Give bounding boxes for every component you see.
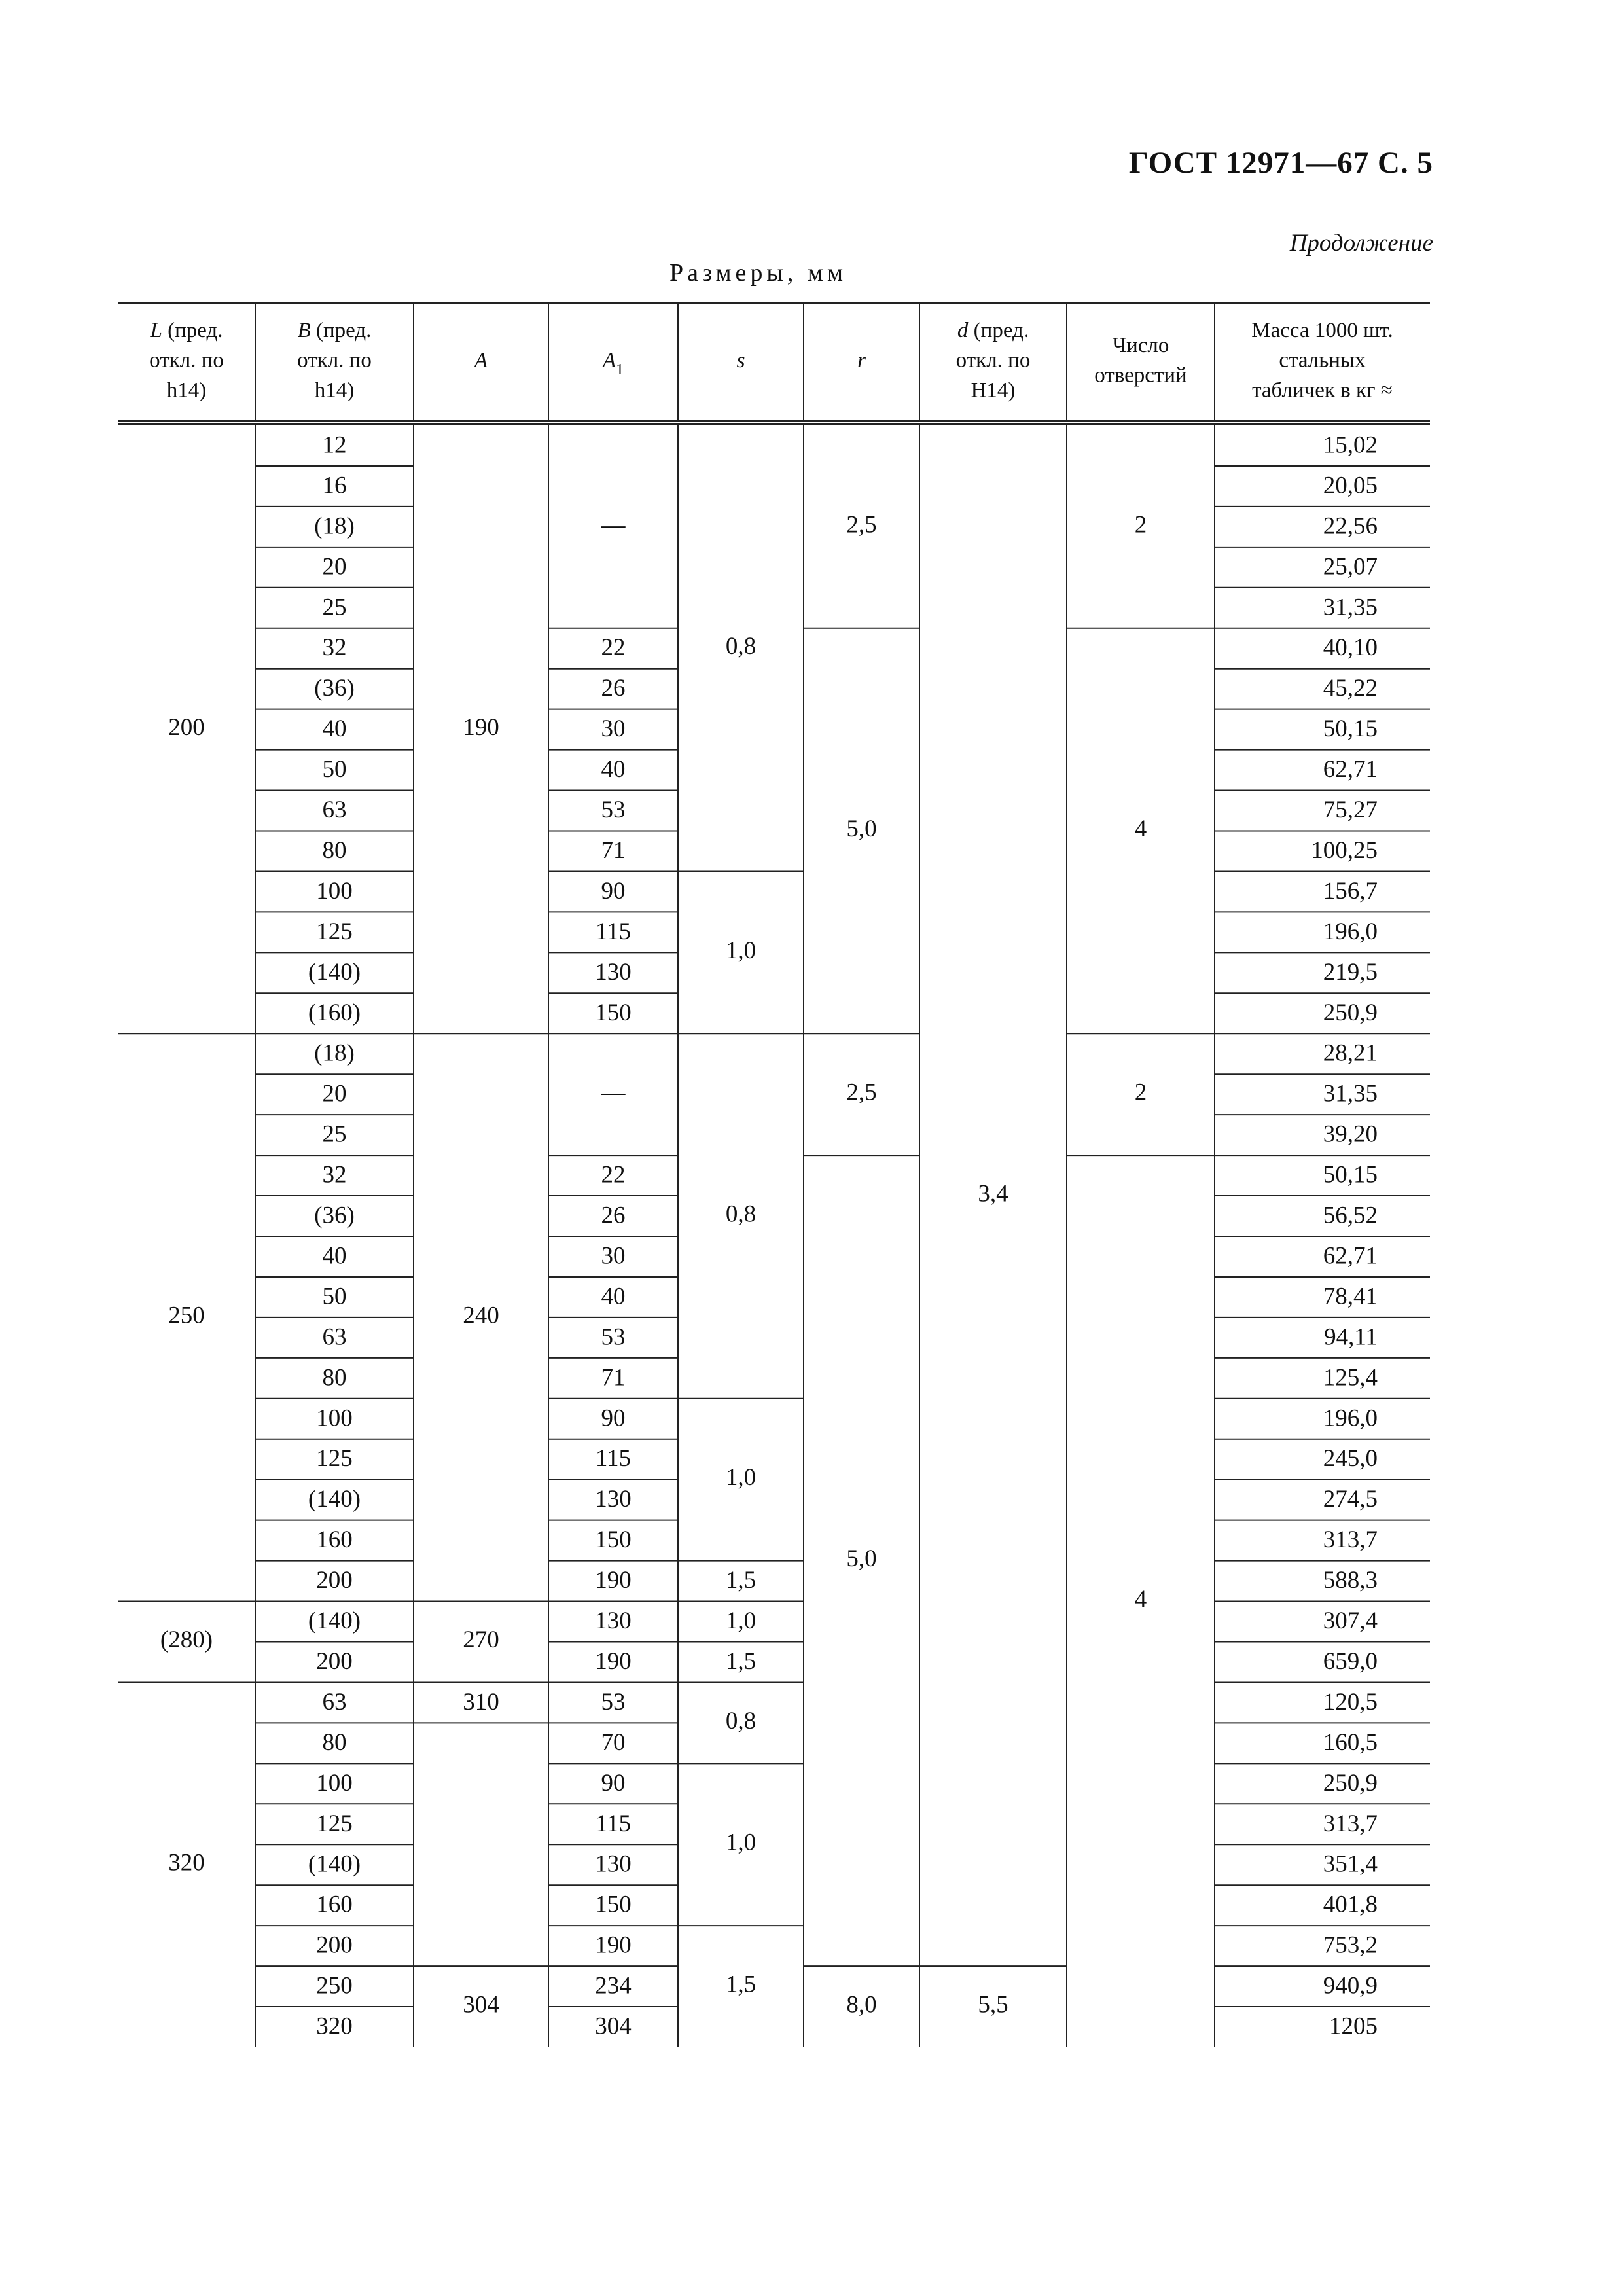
cell-mass: 31,35: [1323, 1080, 1378, 1107]
cell-mass: 250,9: [1323, 999, 1378, 1026]
cell-mass: 25,07: [1323, 553, 1378, 581]
cell-A1: 53: [601, 797, 626, 824]
column-header-L-line: h14): [166, 378, 207, 403]
cell-A1: 40: [601, 1283, 626, 1310]
cell-A1: 90: [601, 1769, 626, 1797]
cell-r-merged: 2,5: [846, 511, 877, 539]
cell-A: 310: [463, 1688, 499, 1715]
cell-r-merged: 5,0: [846, 1545, 877, 1573]
cell-A1: 150: [595, 1891, 632, 1918]
cell-s-merged: 0,8: [725, 633, 757, 660]
cell-B: 100: [316, 1405, 353, 1432]
cell-A1: 115: [595, 918, 632, 945]
cell-mass: 78,41: [1323, 1283, 1378, 1310]
cell-s: 1,0: [725, 1607, 757, 1635]
cell-B: (140): [308, 958, 361, 986]
cell-mass: 245,0: [1323, 1445, 1378, 1473]
cell-A1: 53: [601, 1323, 626, 1351]
cell-mass: 62,71: [1323, 756, 1378, 783]
cell-mass: 1205: [1329, 2013, 1378, 2040]
cell-s: 1,5: [725, 1567, 757, 1594]
cell-L-merged: 200: [168, 714, 205, 742]
cell-B: 200: [316, 1567, 353, 1594]
column-header-B-line: откл. по: [297, 348, 372, 372]
cell-B: 200: [316, 1647, 353, 1675]
cell-mass: 120,5: [1323, 1688, 1378, 1715]
cell-B: 50: [322, 756, 347, 783]
cell-B: 16: [322, 472, 347, 499]
column-header-s: s: [736, 348, 745, 372]
cell-mass: 351,4: [1323, 1850, 1378, 1878]
column-header-A1: $A_1$: [602, 348, 624, 378]
cell-B: (36): [314, 675, 355, 702]
cell-A-merged: 304: [463, 1991, 499, 2018]
cell-A1-merged: —: [601, 511, 626, 539]
column-header-d: d (пред.: [957, 318, 1029, 342]
column-header-L: L (пред.: [150, 318, 223, 342]
cell-B: (140): [308, 1850, 361, 1878]
cell-B: 80: [322, 836, 347, 864]
cell-mass: 753,2: [1323, 1931, 1378, 1959]
cell-B: 50: [322, 1283, 347, 1310]
cell-mass: 274,5: [1323, 1486, 1378, 1513]
cell-mass: 22,56: [1323, 512, 1378, 540]
page-header-doc-ref: ГОСТ 12971—67 С. 5: [1128, 146, 1433, 180]
cell-A1: 26: [601, 675, 626, 702]
cell-r-merged: 5,0: [846, 815, 877, 842]
column-header-holes: Число: [1112, 333, 1169, 357]
column-header-A: A: [474, 348, 488, 372]
cell-mass: 313,7: [1323, 1526, 1378, 1554]
cell-B: (140): [308, 1486, 361, 1513]
column-header-mass-line: стальных: [1279, 348, 1366, 372]
cell-B: 63: [322, 1688, 347, 1715]
cell-B: 125: [316, 918, 353, 945]
cell-A1: 304: [595, 2013, 632, 2040]
cell-B: 80: [322, 1364, 347, 1391]
cell-mass: 75,27: [1323, 797, 1378, 824]
cell-A1: 115: [595, 1810, 632, 1837]
column-header-B: B (пред.: [297, 318, 372, 342]
cell-B: 32: [322, 1161, 347, 1189]
cell-s-merged: 0,8: [725, 1707, 757, 1734]
cell-A1: 40: [601, 756, 626, 783]
cell-A1: 130: [595, 1607, 632, 1635]
cell-holes-merged: 4: [1134, 1586, 1147, 1613]
cell-mass: 250,9: [1323, 1769, 1378, 1797]
cell-A1: 150: [595, 1526, 632, 1554]
cell-mass: 588,3: [1323, 1567, 1378, 1594]
cell-B: (36): [314, 1202, 355, 1229]
cell-A1: 70: [601, 1729, 626, 1756]
cell-mass: 62,71: [1323, 1242, 1378, 1270]
cell-mass: 160,5: [1323, 1729, 1378, 1756]
cell-s: 1,5: [725, 1647, 757, 1675]
cell-B: 20: [322, 553, 347, 581]
cell-A1: 115: [595, 1445, 632, 1473]
cell-B: 160: [316, 1891, 353, 1918]
cell-mass: 125,4: [1323, 1364, 1378, 1391]
cell-B: (140): [308, 1607, 361, 1635]
cell-B: 100: [316, 1769, 353, 1797]
column-header-holes-line: отверстий: [1094, 363, 1187, 387]
cell-mass: 307,4: [1323, 1607, 1378, 1635]
cell-mass: 313,7: [1323, 1810, 1378, 1837]
cell-mass: 401,8: [1323, 1891, 1378, 1918]
cell-A1: 26: [601, 1202, 626, 1229]
cell-mass: 50,15: [1323, 1161, 1378, 1189]
cell-L-merged: 250: [168, 1302, 205, 1329]
cell-B: 125: [316, 1810, 353, 1837]
cell-B: 125: [316, 1445, 353, 1473]
cell-A1: 22: [601, 1161, 626, 1189]
cell-s-merged: 1,0: [725, 1464, 757, 1492]
column-header-d-line: откл. по: [955, 348, 1031, 372]
cell-s-merged: 0,8: [725, 1200, 757, 1228]
cell-B: 160: [316, 1526, 353, 1554]
cell-d-merged: 5,5: [978, 1991, 1008, 2018]
cell-mass: 28,21: [1323, 1039, 1378, 1067]
cell-A-merged: 190: [463, 714, 499, 742]
cell-A1: 53: [601, 1688, 626, 1715]
cell-A-merged: 270: [463, 1626, 499, 1653]
cell-A1: 22: [601, 634, 626, 662]
column-header-B-line: h14): [314, 378, 355, 403]
cell-L-merged: (280): [160, 1626, 213, 1653]
cell-B: 12: [322, 431, 347, 459]
cell-B: 63: [322, 797, 347, 824]
cell-B: 63: [322, 1323, 347, 1351]
cell-A1: 90: [601, 1405, 626, 1432]
cell-A1-merged: —: [601, 1079, 626, 1106]
cell-L-merged: 320: [168, 1849, 205, 1876]
column-header-mass-line: табличек в кг ≈: [1252, 378, 1393, 403]
table-caption: Размеры, мм: [669, 259, 847, 287]
cell-mass: 39,20: [1323, 1121, 1378, 1148]
cell-A1: 30: [601, 1242, 626, 1270]
cell-mass: 156,7: [1323, 877, 1378, 905]
cell-B: 40: [322, 715, 347, 743]
cell-B: 25: [322, 594, 347, 621]
column-header-r: r: [857, 348, 866, 372]
cell-mass: 196,0: [1323, 1405, 1378, 1432]
cell-A1: 130: [595, 1850, 632, 1878]
cell-mass: 56,52: [1323, 1202, 1378, 1229]
cell-mass: 50,15: [1323, 715, 1378, 743]
column-header-mass: Масса 1000 шт.: [1251, 318, 1393, 342]
cell-mass: 100,25: [1311, 836, 1378, 864]
cell-B: 40: [322, 1242, 347, 1270]
continuation-label: Продолжение: [1289, 230, 1433, 257]
cell-A-merged: 240: [463, 1302, 499, 1329]
cell-r-merged: 2,5: [846, 1079, 877, 1106]
cell-s-merged: 1,0: [725, 937, 757, 964]
cell-A1: 30: [601, 715, 626, 743]
cell-mass: 940,9: [1323, 1972, 1378, 2000]
cell-B: 100: [316, 877, 353, 905]
cell-A1: 150: [595, 999, 632, 1026]
cell-mass: 40,10: [1323, 634, 1378, 662]
cell-B: 250: [316, 1972, 353, 2000]
column-header-L-line: откл. по: [149, 348, 224, 372]
cell-A1: 90: [601, 877, 626, 905]
cell-mass: 94,11: [1324, 1323, 1378, 1351]
cell-A1: 234: [595, 1972, 632, 2000]
cell-B: 32: [322, 634, 347, 662]
cell-mass: 219,5: [1323, 958, 1378, 986]
cell-B: (18): [314, 1039, 355, 1067]
cell-B: 320: [316, 2013, 353, 2040]
cell-mass: 659,0: [1323, 1647, 1378, 1675]
cell-B: 200: [316, 1931, 353, 1959]
cell-B: 20: [322, 1080, 347, 1107]
cell-mass: 20,05: [1323, 472, 1378, 499]
cell-mass: 196,0: [1323, 918, 1378, 945]
cell-B: (18): [314, 512, 355, 540]
cell-A1: 71: [601, 1364, 626, 1391]
cell-s-merged: 1,5: [725, 1971, 757, 1998]
column-header-d-line: H14): [971, 378, 1016, 403]
cell-A1: 71: [601, 836, 626, 864]
cell-B: (160): [308, 999, 361, 1026]
cell-mass: 15,02: [1323, 431, 1378, 459]
cell-holes-merged: 4: [1134, 815, 1147, 842]
cell-A1: 190: [595, 1567, 632, 1594]
cell-s-merged: 1,0: [725, 1829, 757, 1856]
cell-B: 80: [322, 1729, 347, 1756]
cell-d-merged: 3,4: [978, 1180, 1008, 1208]
cell-holes-merged: 2: [1134, 1079, 1147, 1106]
cell-A1: 190: [595, 1647, 632, 1675]
cell-A1: 130: [595, 958, 632, 986]
cell-B: 25: [322, 1121, 347, 1148]
cell-holes-merged: 2: [1134, 511, 1147, 539]
cell-mass: 45,22: [1323, 675, 1378, 702]
cell-A1: 190: [595, 1931, 632, 1959]
cell-mass: 31,35: [1323, 594, 1378, 621]
cell-r-merged: 8,0: [846, 1991, 877, 2018]
cell-A1: 130: [595, 1486, 632, 1513]
